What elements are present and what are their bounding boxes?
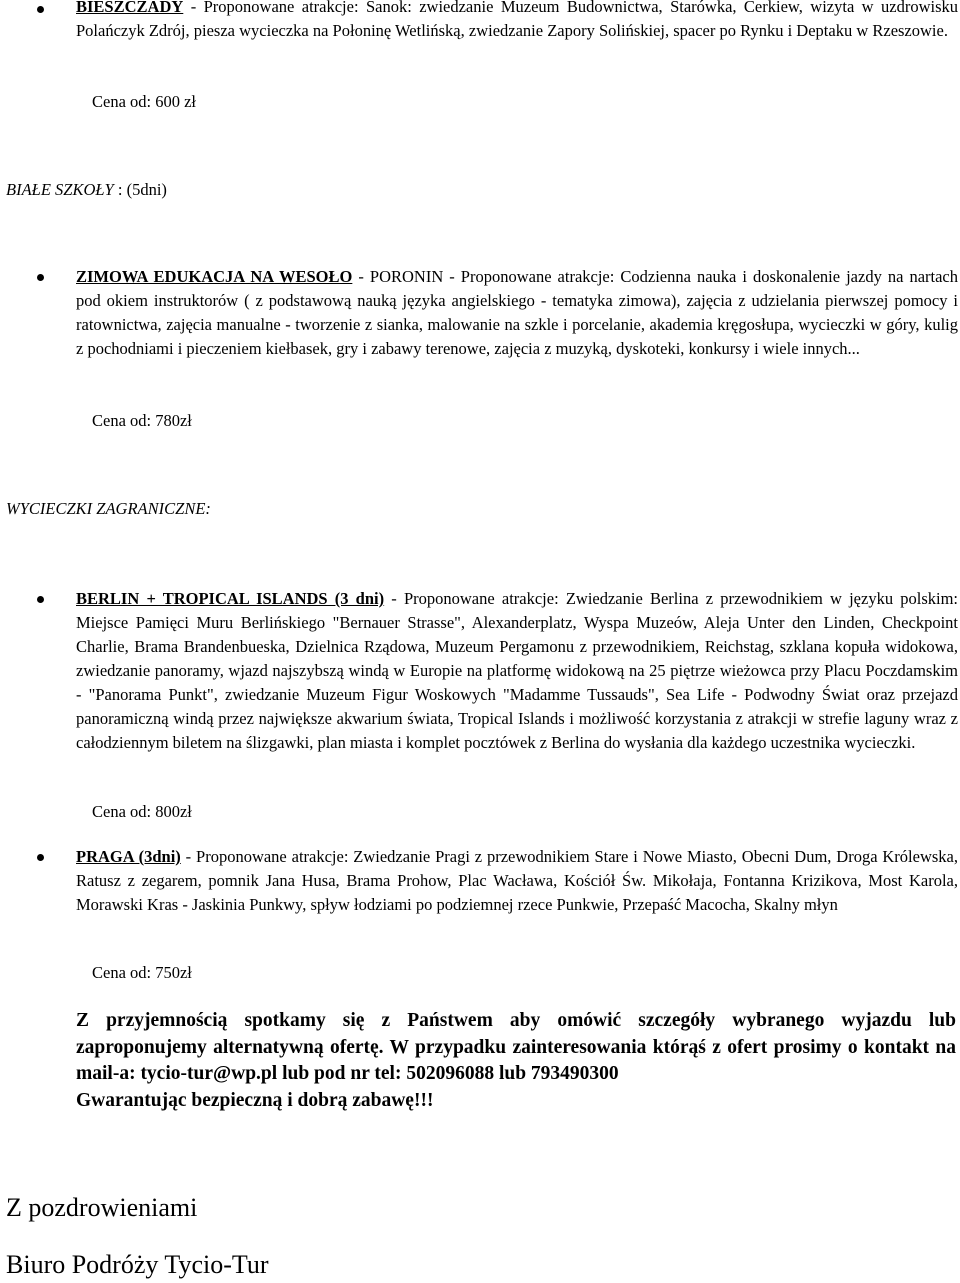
- closing-message: [76, 1008, 956, 1114]
- bullet-icon: [37, 274, 44, 281]
- bullet-icon: [37, 854, 44, 861]
- item-heading: PRAGA (3dni): [76, 847, 181, 866]
- item-description: [76, 265, 958, 361]
- closing-contact-text: Z przyjemnością spotkamy się z Państwem aby omówić szczegóły wybranego wyjazdu lub zaproponujemy alternatywną ofertę. W przypadku zainteresowania którąś z ofert prosimy o kontakt na mail-a: tycio-tur@wp.pl lub pod nr tel: 502096088 lub 793490300: [76, 1010, 956, 1084]
- item-heading: ZIMOWA EDUKACJA NA WESOŁO: [76, 267, 353, 286]
- item-description: [76, 587, 958, 755]
- price-label: Cena od: 780zł: [92, 411, 192, 430]
- item-body: - PORONIN - Proponowane atrakcje: Codzienna nauka i doskonalenie jazdy na nartach pod okiem instruktorów ( z podstawową nauką języka angielskiego - tematyka zimowa), zajęcia z udzielania pierwszej pomocy i ratownictwa, zajęcia manualne - tworzenie z sianka, malowanie na szkle i porcelanie, akademia kręgosłupa, wycieczki w góry, kulig z pochodniami i pieczeniem kiełbasek, gry i zabawy terenowe, zajęcia z muzyką, dyskoteki, konkursy i wiele innych...: [76, 267, 959, 358]
- item-body: - Proponowane atrakcje: Sanok: zwiedzanie Muzeum Budownictwa, Starówka, Cerkiew, wizyta w uzdrowisku Polańczyk Zdrój, piesza wycieczka na Połoninę Wetlińską, zwiedzanie Zapory Solińskiej, spacer po Rynku i Deptaku w Rzeszowie.: [76, 0, 958, 40]
- bullet-icon: [37, 6, 44, 13]
- item-description: [76, 845, 958, 917]
- signature-company: Biuro Podróży Tycio-Tur: [6, 1250, 269, 1279]
- item-body: - Proponowane atrakcje: Zwiedzanie Berlina z przewodnikiem w języku polskim: Miejsce Pamięci Muru Berlińskiego "Bernauer Strasse", Alexanderplatz, Wyspa Muzeów, Aleja Unter den Linden, Checkpoint Charlie, Brama Brandenbueska, Dzielnica Rządowa, Muzeum Pergamonu z przewodnikiem, Reichstag, szklana kopuła widokowa, zwiedzanie panoramy, wjazd najszybszą windą w Europie na platformę widokową na 25 piętrze wieżowca przy Placu Poczdamskim - "Panorama Punkt", zwiedzanie Muzeum Figur Woskowych "Madamme Tussauds", Sea Life - Podwodny Świat oraz przejazd panoramiczną windą przez największe akwarium świata, Tropical Islands i możliwość korzystania z atrakcji w strefie laguny wraz z całodziennym biletem na ślizgawki, plan miasta i komplet pocztówek z Berlina do wysłania dla każdego uczestnika wycieczki.: [76, 589, 958, 752]
- closing-wish-text: Gwarantując bezpieczną i dobrą zabawę!!!: [76, 1089, 434, 1111]
- item-heading: BERLIN + TROPICAL ISLANDS (3 dni): [76, 589, 385, 608]
- price-label: Cena od: 750zł: [92, 963, 192, 982]
- price-label: Cena od: 600 zł: [92, 92, 197, 111]
- item-description: [76, 0, 958, 43]
- section-heading-zagraniczne: WYCIECZKI ZAGRANICZNE:: [6, 499, 211, 518]
- signature-greeting: Z pozdrowieniami: [6, 1193, 198, 1222]
- item-body: - Proponowane atrakcje: Zwiedzanie Pragi z przewodnikiem Stare i Nowe Miasto, Obecni Dum, Droga Królewska, Ratusz z zegarem, pomnik Jana Husa, Brama Prohow, Plac Wacława, Kościół Św. Mikołaja, Fontanna Krizikova, Most Karola, Morawski Kras - Jaskinia Punkwy, spływ łodziami po podziemnej rzece Punkwie, Przepaść Macocha, Skalny młyn: [76, 847, 958, 914]
- item-heading: BIESZCZADY: [76, 0, 184, 16]
- price-label: Cena od: 800zł: [92, 802, 192, 821]
- section-heading-biale-szkoly: BIAŁE SZKOŁY : (5dni): [6, 180, 167, 199]
- bullet-icon: [37, 596, 44, 603]
